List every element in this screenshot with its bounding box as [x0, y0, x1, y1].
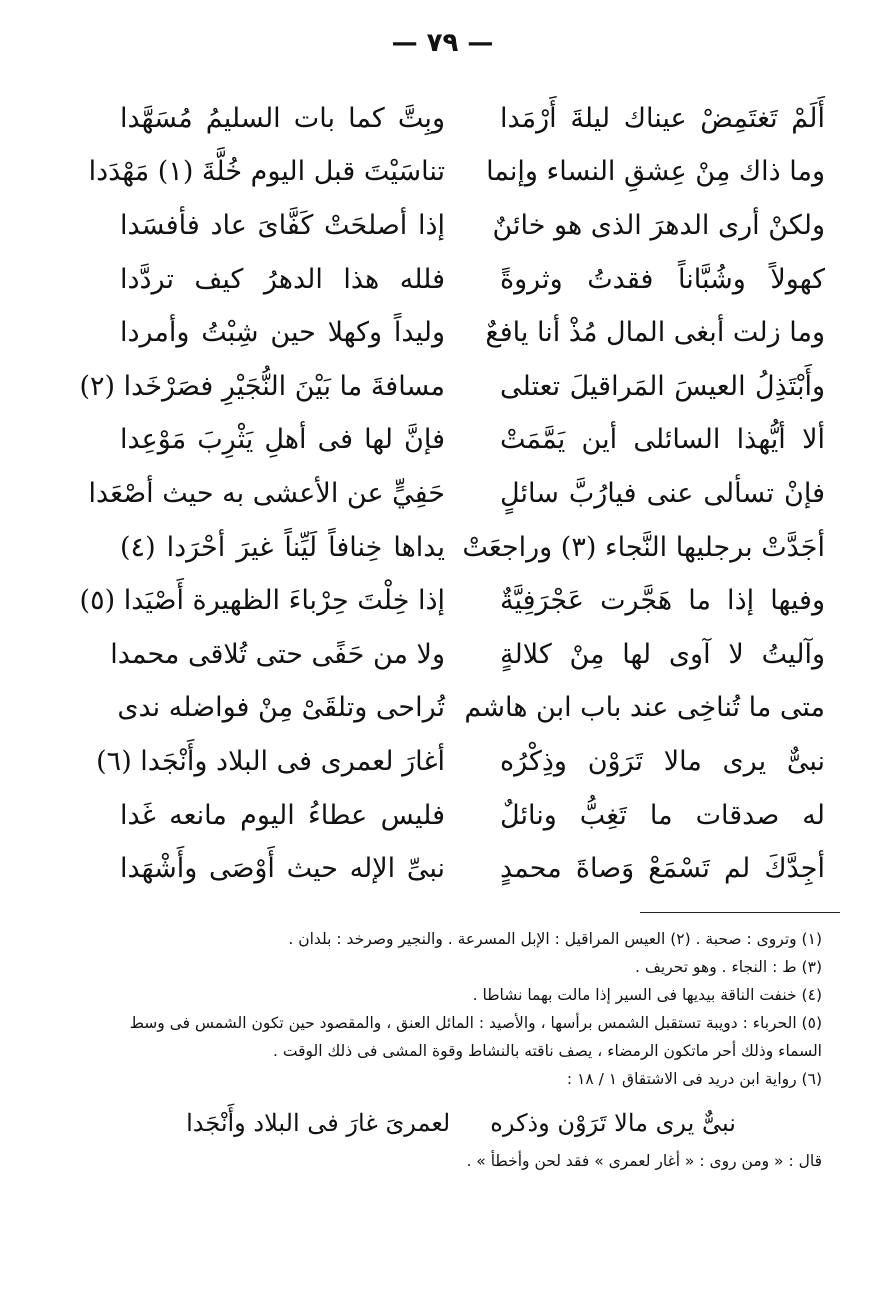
verse	[96, 735, 825, 789]
verse-second-hemistich: إذا خِلْتَ حِرْباءَ الظهيرة أَصْيَدا (٥)	[79, 585, 445, 617]
verse-first-hemistich: ولكنْ أرى الدهرَ الذى هو خائنٌ	[492, 209, 825, 241]
verse	[79, 360, 825, 414]
verse-second-hemistich: أغارَ لعمرى فى البلاد وأَنْجَدا (٦)	[96, 745, 445, 777]
verse-second-hemistich: حَفِيٍّ عن الأعشى به حيث أصْعَدا	[88, 477, 445, 509]
verse	[120, 414, 825, 468]
verse-second-hemistich: فليس عطاءُ اليوم مانعه غَدا	[120, 799, 445, 831]
footnotes	[100, 925, 822, 1175]
quoted-verse	[100, 1109, 822, 1137]
verse-first-hemistich: فإنْ تسألى عنى فيارُبَّ سائلٍ	[500, 477, 825, 509]
verse-first-hemistich: وما ذاك مِنْ عِشقِ النساء وإنما	[486, 156, 825, 188]
page-number: — ٧٩ —	[391, 28, 494, 58]
footnote-5: (٥) الحرباء : دويبة تستقبل الشمس برأسها ، والأصيد : المائل العنق ، والمقصود حين تكون الشمس فى وسط السماء وذلك أحر ماتكون الرمضاء ، يصف ناقته بالنشاط وقوة المشى فى ذلك الوقت .	[129, 1014, 822, 1060]
verse	[110, 628, 825, 682]
verse	[79, 574, 825, 628]
verse-first-hemistich: أَلَمْ تَغتَمِضْ عيناك ليلةَ أَرْمَدا	[500, 102, 825, 134]
verse-second-hemistich: تُراحى وتلقَىْ مِنْ فواضله ندى	[117, 692, 445, 724]
verse-first-hemistich: له صدقات ما تَغِبُّ ونائلٌ	[500, 799, 825, 831]
verse-first-hemistich: وأَبْتَذِلُ العيسَ المَراقيلَ تعتلى	[500, 370, 825, 402]
verse-second-hemistich: مسافةَ ما بَيْنَ النُّجَيْرِ فصَرْخَدا (٢)	[79, 370, 445, 402]
verse-second-hemistich: فإنَّ لها فى أهلِ يَثْرِبَ مَوْعِدا	[120, 424, 445, 456]
quoted-verse-second: لعمرىَ غارَ فى البلاد وأَنْجَدا	[186, 1109, 451, 1137]
verse-second-hemistich: وبِتَّ كما بات السليمُ مُسَهَّدا	[120, 102, 445, 134]
footnote-3: (٣) ط : النجاء . وهو تحريف .	[635, 958, 822, 976]
verse-first-hemistich: كهولاً وشُبَّاناً فقدتُ وثروةً	[500, 263, 825, 295]
verse	[120, 199, 825, 253]
verse-second-hemistich: ولا من حَفًى حتى تُلاقى محمدا	[110, 638, 445, 670]
poem	[79, 92, 825, 896]
footnote-6: (٦) رواية ابن دريد فى الاشتقاق ١ / ١٨ :	[566, 1070, 822, 1088]
verse	[117, 682, 825, 736]
verse-first-hemistich: وما زلت أبغى المال مُذْ أنا يافعٌ	[485, 317, 825, 349]
verse-second-hemistich: فلله هذا الدهرُ كيف تردَّدا	[120, 263, 445, 295]
verse	[120, 306, 825, 360]
quoted-verse-first: نبىٌّ يرى مالا تَرَوْن وذكره	[490, 1109, 736, 1137]
verse-first-hemistich: نبىٌّ يرى مالا تَرَوْن وذِكْرُه	[500, 745, 825, 777]
verse-second-hemistich: تناسَيْتَ قبل اليوم خُلَّةَ (١) مَهْدَدا	[88, 156, 445, 188]
verse	[88, 467, 825, 521]
verse	[120, 92, 825, 146]
footnote-separator	[640, 912, 840, 913]
verse	[120, 789, 825, 843]
footnote-4: (٤) خنفت الناقة بيديها فى السير إذا مالت بهما نشاطا .	[472, 986, 822, 1004]
verse-second-hemistich: وليداً وكهلا حين شِبْتُ وأمردا	[120, 317, 445, 349]
verse-first-hemistich: متى ما تُناخِى عند باب ابن هاشم	[464, 692, 825, 724]
verse	[88, 146, 825, 200]
verse-first-hemistich: أجِدَّكَ لم تَسْمَعْ وَصاةَ محمدٍ	[500, 853, 825, 885]
verse	[120, 842, 825, 896]
verse-first-hemistich: وفيها إذا ما هَجَّرت عَجْرَفِيَّةٌ	[500, 585, 825, 617]
verse-second-hemistich: إذا أصلحَتْ كَفَّاىَ عاد فأفسَدا	[120, 209, 445, 241]
verse	[120, 521, 825, 575]
verse	[120, 253, 825, 307]
footnote-closing: قال : « ومن روى : « أغار لعمرى » فقد لحن وأخطأ » .	[466, 1152, 822, 1170]
verse-first-hemistich: وآليتُ لا آوى لها مِنْ كلالةٍ	[500, 638, 825, 670]
verse-second-hemistich: نبىِّ الإله حيث أَوْصَى وأَشْهَدا	[120, 853, 445, 885]
footnote-1-2: (١) وتروى : صحبة . (٢) العيس المراقيل : الإبل المسرعة . والنجير وصرخد : بلدان .	[288, 930, 822, 948]
verse-second-hemistich: يداها خِنافاً لَيِّناً غيرَ أحْرَدا (٤)	[120, 531, 445, 563]
verse-first-hemistich: أجَدَّتْ برجليها النَّجاء (٣) وراجعَتْ	[462, 531, 825, 563]
verse-first-hemistich: ألا أيُّهذا السائلى أين يَمَّمَتْ	[500, 424, 825, 456]
